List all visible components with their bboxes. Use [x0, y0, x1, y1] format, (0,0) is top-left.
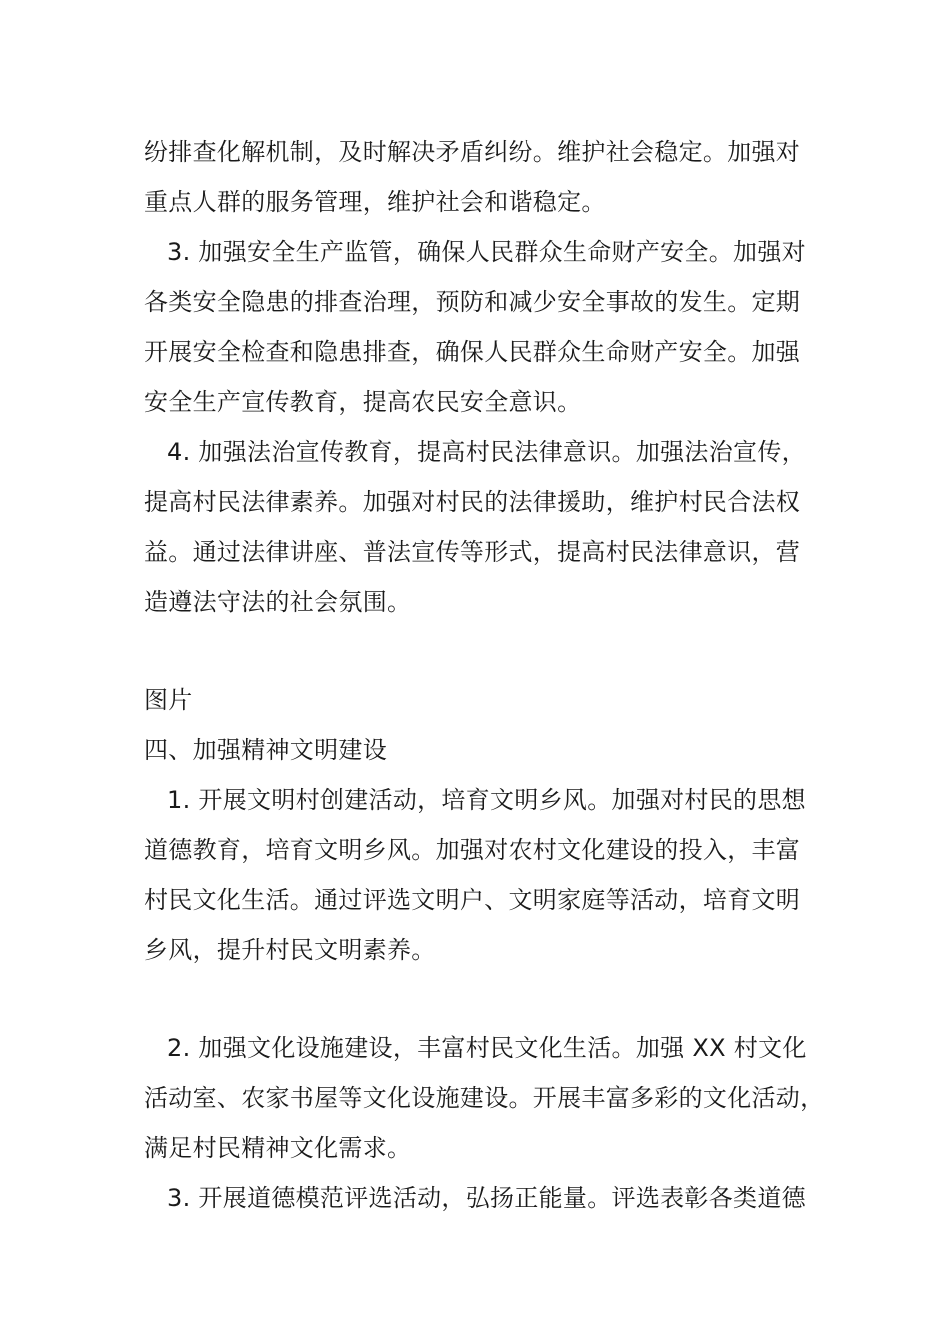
section-heading: 四、加强精神文明建设: [144, 736, 387, 764]
paragraph-line: 各类安全隐患的排查治理，预防和减少安全事故的发生。定期: [144, 288, 801, 316]
paragraph-line: 重点人群的服务管理，维护社会和谐稳定。: [144, 188, 606, 216]
paragraph-line: 纷排查化解机制，及时解决矛盾纠纷。维护社会稳定。加强对: [144, 138, 801, 166]
paragraph-line: 益。通过法律讲座、普法宣传等形式，提高村民法律意识，营: [144, 538, 801, 566]
paragraph-line: 造遵法守法的社会氛围。: [144, 588, 412, 616]
paragraph-line: 活动室、农家书屋等文化设施建设。开展丰富多彩的文化活动，: [144, 1084, 825, 1112]
image-placeholder-label: 图片: [144, 686, 193, 714]
paragraph-line: 满足村民精神文化需求。: [144, 1134, 412, 1162]
paragraph-line: 1. 开展文明村创建活动，培育文明乡风。加强对村民的思想: [167, 786, 806, 814]
paragraph-line: 开展安全检查和隐患排查，确保人民群众生命财产安全。加强: [144, 338, 801, 366]
paragraph-line: 3. 开展道德模范评选活动，弘扬正能量。评选表彰各类道德: [167, 1184, 806, 1212]
paragraph-line: 乡风，提升村民文明素养。: [144, 936, 436, 964]
paragraph-line: 道德教育，培育文明乡风。加强对农村文化建设的投入，丰富: [144, 836, 801, 864]
paragraph-line: 村民文化生活。通过评选文明户、文明家庭等活动，培育文明: [144, 886, 801, 914]
paragraph-line: 安全生产宣传教育，提高农民安全意识。: [144, 388, 582, 416]
paragraph-line: 4. 加强法治宣传教育，提高村民法律意识。加强法治宣传，: [167, 438, 806, 466]
paragraph-line: 2. 加强文化设施建设，丰富村民文化生活。加强 XX 村文化: [167, 1034, 807, 1062]
paragraph-line: 3. 加强安全生产监管，确保人民群众生命财产安全。加强对: [167, 238, 806, 266]
paragraph-line: 提高村民法律素养。加强对村民的法律援助，维护村民合法权: [144, 488, 801, 516]
